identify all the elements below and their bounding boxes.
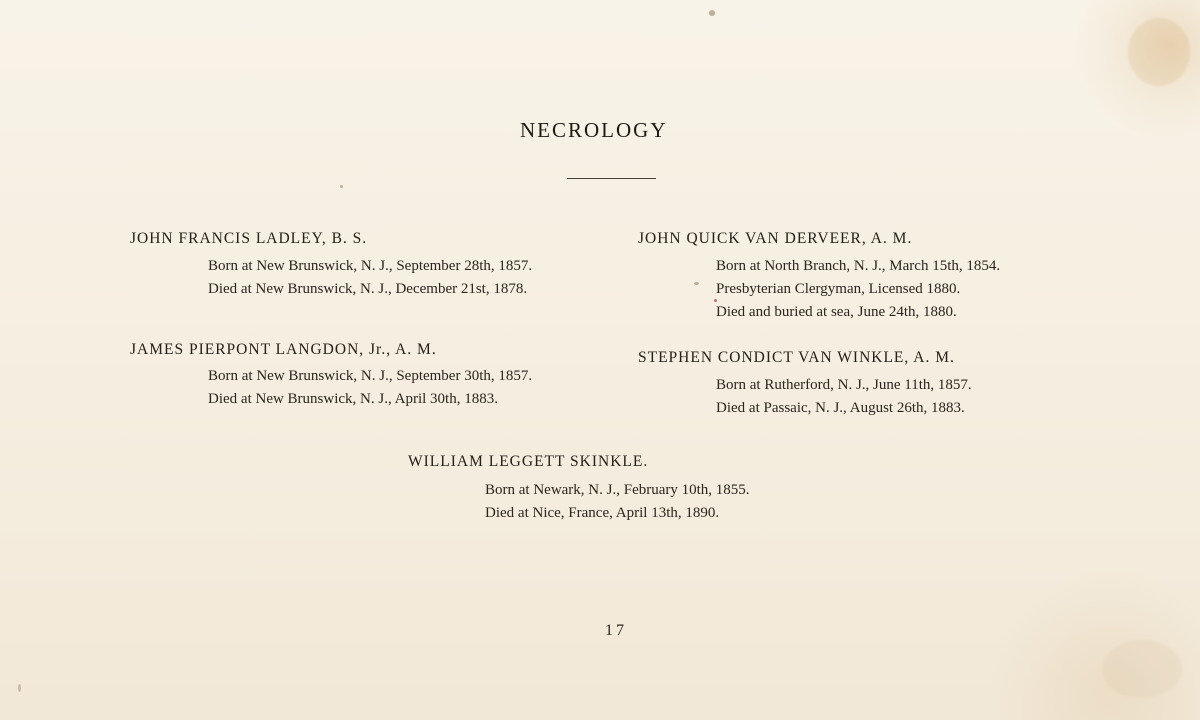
entry-line: Presbyterian Clergyman, Licensed 1880. (716, 281, 961, 297)
entry-line: Born at Newark, N. J., February 10th, 1855. (485, 482, 750, 498)
page-number: 17 (605, 622, 627, 639)
entry-line: Born at New Brunswick, N. J., September 30th, 1857. (208, 368, 533, 384)
paper-speck (694, 282, 699, 285)
title-divider (567, 178, 656, 179)
page-title: NECROLOGY (520, 118, 668, 142)
paper-stain (1102, 640, 1182, 698)
entry-name: JAMES PIERPONT LANGDON, Jr., A. M. (130, 341, 437, 358)
entry-line: Born at Rutherford, N. J., June 11th, 1857. (716, 377, 972, 393)
entry-line: Born at North Branch, N. J., March 15th, 1854. (716, 258, 1001, 274)
entry-name: WILLIAM LEGGETT SKINKLE. (408, 453, 649, 470)
paper-stain (1128, 18, 1190, 86)
paper-speck (709, 10, 715, 16)
entry-line: Born at New Brunswick, N. J., September 28th, 1857. (208, 258, 533, 274)
paper-speck (18, 684, 21, 692)
entry-line: Died and buried at sea, June 24th, 1880. (716, 304, 957, 320)
entry-line: Died at Nice, France, April 13th, 1890. (485, 505, 720, 521)
paper-speck (714, 299, 717, 302)
entry-name: JOHN FRANCIS LADLEY, B. S. (130, 230, 368, 247)
entry-name: JOHN QUICK VAN DERVEER, A. M. (638, 230, 913, 247)
entry-line: Died at New Brunswick, N. J., April 30th, 1883. (208, 391, 498, 407)
paper-speck (340, 185, 343, 188)
entry-line: Died at Passaic, N. J., August 26th, 1883. (716, 400, 965, 416)
entry-line: Died at New Brunswick, N. J., December 21st, 1878. (208, 281, 528, 297)
entry-name: STEPHEN CONDICT VAN WINKLE, A. M. (638, 349, 955, 366)
